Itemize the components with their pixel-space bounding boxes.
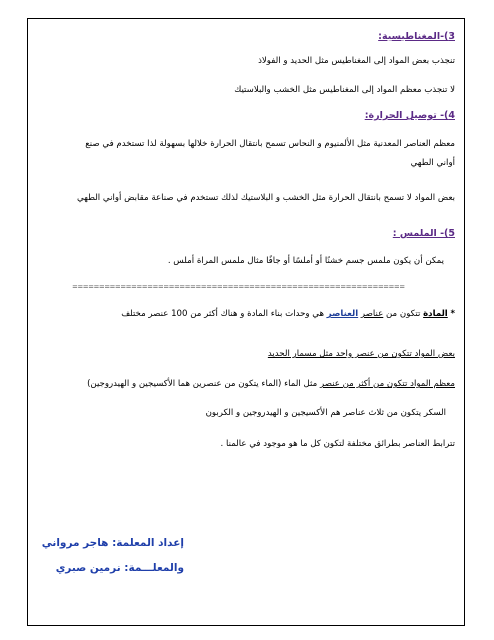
- elements-text-c: هي وحدات بناء المادة و هناك أكثر من 100 عنصر مختلف: [121, 309, 327, 319]
- elements-line-1: [121, 309, 455, 319]
- texture-line-1: يمكن أن يكون ملمس جسم خشنًا أو أملسًا أو جافًا مثال ملمس المراة أملس .: [167, 256, 444, 266]
- elements-word-1: عناصر: [360, 309, 384, 319]
- document-page: [27, 18, 465, 626]
- signature-teacher-2: والمعلـــمة: نرمين صبري: [55, 562, 184, 574]
- heading-texture: 5)- الملمس :: [392, 228, 455, 239]
- elements-line-4: السكر يتكون من ثلاث عناصر هم الأكسيجين و الهيدروجين و الكربون: [205, 408, 446, 418]
- magnetism-line-2: لا تنجذب معظم المواد إلى المغناطيس مثل الخشب والبلاستيك: [234, 85, 455, 95]
- elements-line-3-underlined: معظم المواد تتكون من أكثر من عنصر: [319, 379, 455, 389]
- elements-word-2: العناصر: [326, 309, 359, 319]
- heat-line-1: معظم العناصر المعدنية مثل الألمنيوم و النحاس تسمح بانتقال الحرارة خلالها بسهولة لذا تستخدم في صنع: [85, 139, 455, 149]
- heat-line-1b: أواني الطهي: [410, 158, 455, 168]
- star-bullet: *: [450, 309, 455, 319]
- matter-word: المادة: [423, 309, 448, 319]
- elements-line-3-rest: مثل الماء (الماء يتكون من عنصرين هما الأكسيجين و الهيدروجين): [87, 379, 320, 389]
- heading-magnetism: 3)-المغناطيسية:: [378, 31, 455, 42]
- heat-line-2: بعض المواد لا تسمح بانتقال الحرارة مثل الخشب و البلاستيك لذلك تستخدم في صناعة مقابض أواني الطهي: [77, 193, 455, 203]
- elements-line-5: تترابط العناصر بطرائق مختلفة لتكون كل ما هو موجود في عالمنا .: [220, 439, 455, 449]
- magnetism-line-1: تنجذب بعض المواد إلى المغناطيس مثل الحديد و الفولاذ: [258, 56, 455, 66]
- heading-heat-conduction: 4)- توصيل الحرارة:: [364, 110, 455, 121]
- signature-teacher-1: إعداد المعلمة: هاجر مرواني: [41, 537, 184, 549]
- elements-text-a: تتكون من: [383, 309, 424, 319]
- elements-line-2: بعض المواد تتكون من عنصر واحد مثل مسمار الحديد: [267, 349, 455, 359]
- separator-line: ==============================================================: [72, 283, 405, 291]
- elements-line-3: [87, 379, 455, 389]
